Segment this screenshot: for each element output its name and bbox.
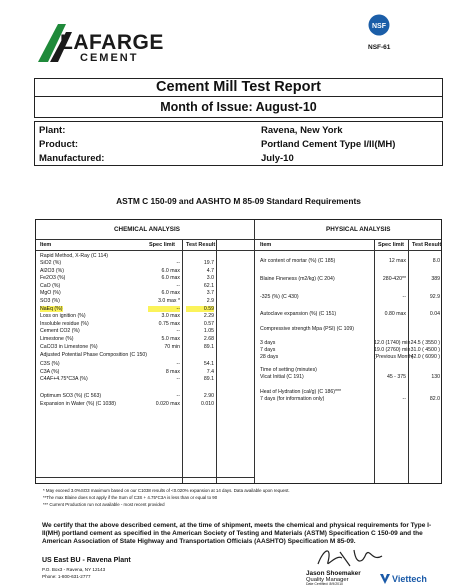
plant-label: Plant: [39,125,66,136]
chem-row-result: 62.1 [203,282,214,289]
autoclave-result: 0.04 [429,311,440,317]
chemical-analysis-heading: CHEMICAL ANALYSIS [114,226,180,233]
chem-row-spec: -- [176,361,180,368]
product-label: Product: [39,139,79,150]
date-certified [306,582,343,586]
product-value: Portland Cement Type I/II(MH) [261,139,396,150]
footnote-3: *** Current Production run not available - most recent provided [43,502,165,507]
air-content-item: Air content of mortar (%) (C 185) [260,258,336,264]
strength-3-days-result: 24.5 ( 3550 ) [410,340,440,346]
month-of-issue: Month of Issue: August-10 [34,96,443,118]
chem-row-result: 1.05 [203,328,214,335]
heat-7-days-result: 82.0 [429,396,440,402]
vicat-spec: 45 - 375 [386,374,406,380]
strength-28-days-result: 42.0 ( 6090 ) [410,354,440,360]
chem-row-result: 2.90 [203,393,214,399]
nsf-badge-icon [366,14,392,36]
strength-7-days-result: 31.0 ( 4500 ) [410,347,440,353]
physical-analysis-heading: PHYSICAL ANALYSIS [326,226,391,233]
compressive-title-item: Compressive strength Mpa (PSI) (C 109) [260,326,354,332]
chem-row-item: C4AF+4.75*C3A (%) [40,376,88,383]
chem-row-result: 54.1 [203,361,214,368]
chem-row-spec: 6.0 max [161,267,180,274]
sieve-spec: -- [402,294,406,300]
chem-row-item: C3A (%) [40,368,60,375]
footnote-2: **The max Blaine does not apply if the Sum of C3S + 4.75*C3A is less than or equal to 90 [43,495,218,500]
strength-3-days-item: 3 days [260,340,276,346]
chem-row-spec: -- [176,282,180,289]
chem-row-spec: 3.0 max [161,313,180,320]
sieve-result: 92.9 [429,294,440,300]
vicat-item: Vicat Initial (C 191) [260,374,304,380]
strength-7-days-spec: 19.0 (2760) min [374,347,411,353]
chem-row-result: 0.57 [203,320,214,327]
chem-row-item: SO3 (%) [40,298,60,304]
chem-row-spec: -- [176,328,180,335]
blaine-item: Blaine Fineness (m2/kg) (C 204) [260,276,335,282]
chem-row-result: 89.1 [203,376,214,383]
manufactured-value: July-10 [261,153,294,164]
chem-result-header: Test Result [186,242,216,248]
chem-row-result: 3.7 [206,290,214,297]
chem-row-item: SiO2 (%) [40,260,62,266]
chem-row-item: CaO (%) [40,282,61,289]
chem-row-item: Fe2O3 (%) [40,275,66,282]
watermark: Viettech [392,574,427,584]
signer-title: Quality Manager [306,577,349,583]
chem-item-header: Item [40,242,52,248]
footnote-1: * May exceed 3.0%SO3 maximum based on our C1038 results of <0.020% expansion at 14 days. Data available upon request. [43,488,290,493]
chem-row-result: 19.7 [203,260,214,266]
chem-row-spec: 0.020 max [155,400,180,407]
phys-spec-header: Spec limit [378,242,404,248]
chem-row-item: Insoluble residue (%) [40,320,89,327]
air-content-spec: 12 max [388,258,406,264]
chem-spec-header: Spec limit [149,242,175,248]
chem-row-item: Optimum SO3 (%) (C 563) [40,393,102,399]
plant-value: Ravena, New York [261,125,343,136]
date-certified-label: Date Certified: [306,582,329,586]
chem-row-item: Expansion in Water (%) (C 1038) [40,400,116,407]
heat-7-days-spec: -- [402,396,406,402]
chem-row-result: 7.4 [206,368,214,375]
heat-7-days-item: 7 days (for information only) [260,396,325,402]
date-certified-value: 8/9/2010 [329,582,343,586]
chem-row-spec: 6.0 max [161,290,180,297]
autoclave-item: Autoclave expansion (%) (C 151) [260,311,337,317]
heat-title-item: Heat of Hydration (cal/g) (C 186)*** [260,389,342,395]
info-box [34,121,443,166]
certification-text: We certify that the above described cement, at the time of shipment, meets the chemical and physical requirements for Type I-II(MH) portland cement as specified in the American Society of Testing and Materials (ASTM) Specification C 150-09 and the American Association of State Highway and Transportation Officials (AASHTO) Specification M 85-09. [42,522,432,545]
blaine-spec: 280-420** [382,276,406,282]
sieve-item: -325 (%) (C 430) [260,294,299,300]
chem-row-item: Loss on ignition (%) [40,313,86,320]
signature-icon [310,544,390,570]
analysis-table [35,219,442,484]
plant-address: P.O. Box3 - Ravena, NY 12143 [42,567,106,572]
chem-row-result: 0.59 [186,306,214,312]
phys-result-header: Test Result [412,242,442,248]
autoclave-spec: 0.80 max [384,311,406,317]
chem-row-item: Al2O3 (%) [40,267,64,274]
chem-row-result: 4.7 [206,267,214,274]
chem-row-item: CaCO3 in Limestone (%) [40,343,98,350]
nsf-text: NSF [372,23,386,30]
plant-name: US East BU - Ravena Plant [42,557,131,564]
manufactured-label: Manufactured: [39,153,105,164]
strength-28-days-item: 28 days [260,354,279,360]
chem-row-result: 0.010 [201,400,214,407]
nsf-code: NSF-61 [368,44,391,51]
chem-row-spec: 3.0 max * [158,298,180,304]
blaine-result: 389 [431,276,440,282]
chem-row-result: 2.9 [206,298,214,304]
plant-phone: Phone: 1-800-631-2777 [42,574,91,579]
brand-sub: CEMENT [80,52,139,64]
standard-title: ASTM C 150-09 and AASHTO M 85-09 Standard Requirements [116,196,361,206]
strength-28-days-spec: (Previous Month) [374,354,414,360]
chem-row-spec: -- [176,393,180,399]
chem-group-rapid: Rapid Method, X-Ray (C 114) [40,253,108,259]
chem-row-item: Cement CO2 (%) [40,328,80,335]
viettech-logo-icon [379,573,391,585]
chem-row-item: Limestone (%) [40,336,74,342]
chem-row-item: NaEq (%) [40,305,63,312]
chem-row-result: 3.0 [206,275,214,282]
phys-item-header: Item [260,242,272,248]
chem-row-spec: -- [176,376,180,383]
chem-row-spec: 0.75 max [158,320,180,327]
chem-row-spec: 8 max [165,368,180,375]
chem-row-item: C3S (%) [40,361,60,368]
report-title: Cement Mill Test Report [34,78,443,96]
setting-title-item: Time of setting (minutes) [260,367,317,373]
chem-row-item: MgO (%) [40,290,61,297]
chem-row-spec: 5.0 max [161,336,180,342]
strength-3-days-spec: 12.0 (1740) min [374,340,411,346]
chem-row-spec: -- [148,306,180,312]
chem-row-spec: 70 min [164,343,180,350]
chem-row-result: 2.68 [203,336,214,342]
strength-7-days-item: 7 days [260,347,276,353]
brand-name: LAFARGE [60,31,164,54]
signer-name: Jason Shoemaker [306,570,361,577]
chem-row-result: 2.29 [203,313,214,320]
air-content-result: 8.0 [432,258,440,264]
vicat-result: 130 [431,374,440,380]
chem-row-spec: -- [176,260,180,266]
chem-row-spec: 6.0 max [161,275,180,282]
chem-row-result: 89.1 [203,343,214,350]
chem-group-phase: Adjusted Potential Phase Composition (C 150) [40,352,147,359]
